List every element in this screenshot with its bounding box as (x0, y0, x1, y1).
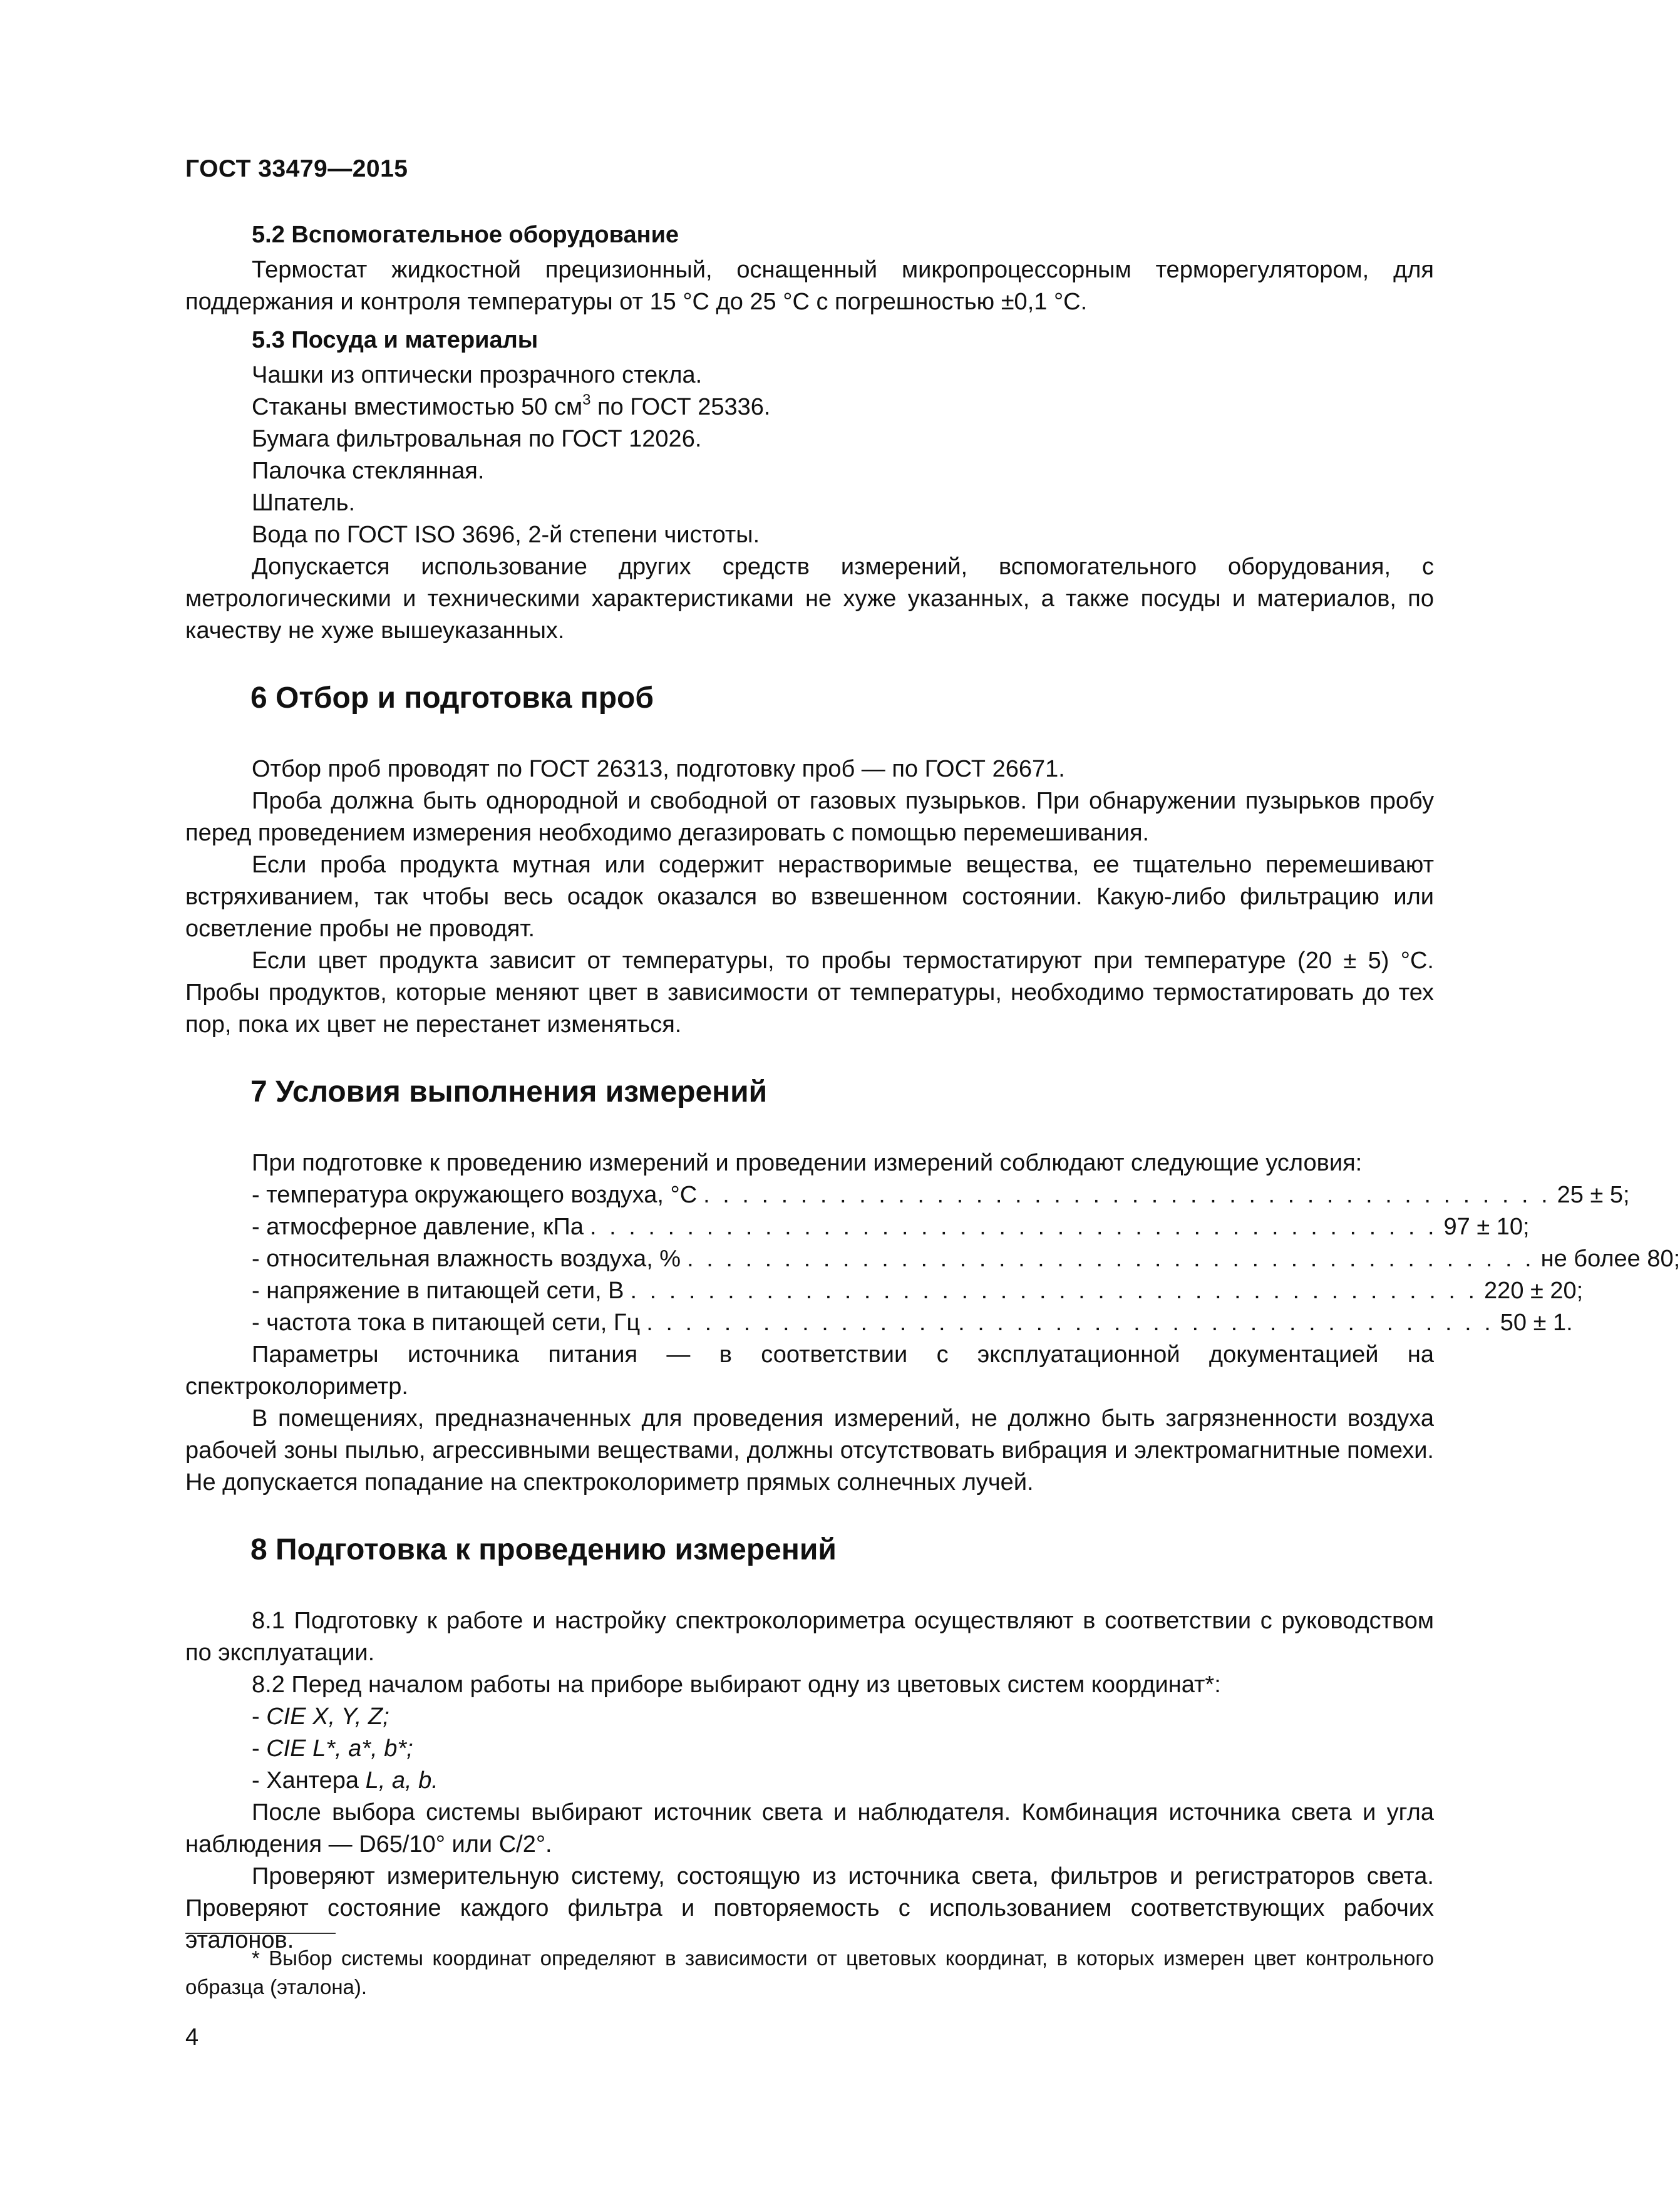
section-6-paragraph: Отбор проб проводят по ГОСТ 26313, подготовку проб — по ГОСТ 26671. (252, 756, 1065, 782)
materials-item: Шпатель. (252, 490, 356, 516)
leader-dots: . . . . . . . . . . . . . . . . . . . . . . . . . . . . . . . . . . . . . . . . . . . . (646, 1310, 1494, 1336)
leader-dots: . . . . . . . . . . . . . . . . . . . . . . . . . . . . . . . . . . . . . . . . . . . . (687, 1246, 1535, 1272)
section-6-paragraph: Проба должна быть однородной и свободной от газовых пузырьков. При обнаружении пузырьков пробу перед проведением измерения необходимо дегазировать с помощью перемешивания. (185, 788, 1434, 846)
materials-item-text: по ГОСТ 25336. (590, 394, 771, 420)
footnote-divider (185, 1933, 336, 1934)
list-dash: - (252, 1703, 267, 1730)
condition-value: не более 80; (1540, 1246, 1680, 1272)
coordinate-system-item (252, 1733, 1434, 1765)
superscript-3: 3 (582, 391, 591, 409)
section-7-heading: 7 Условия выполнения измерений (250, 1075, 768, 1109)
materials-item: Бумага фильтровальная по ГОСТ 12026. (252, 426, 702, 452)
section-7-paragraph: В помещениях, предназначенных для проведения измерений, не должно быть загрязненности воздуха рабочей зоны пылью, агрессивными веществами, должны отсутствовать вибрация и электромагнитные помехи. Не допускается попадание на спектроколориметр прямых солнечных лучей. (185, 1405, 1434, 1496)
materials-item: Вода по ГОСТ ISO 3696, 2-й степени чистоты. (252, 522, 760, 548)
section-7-paragraph: Параметры источника питания — в соответствии с эксплуатационной документацией на спектроколориметр. (185, 1341, 1434, 1400)
materials-item: Чашки из оптически прозрачного стекла. (252, 362, 703, 388)
condition-label: - напряжение в питающей сети, В (252, 1278, 624, 1304)
document-code: ГОСТ 33479—2015 (185, 155, 408, 182)
page-number: 4 (185, 2024, 199, 2050)
check-paragraph: Проверяют измерительную систему, состоящую из источника света, фильтров и регистраторов света. Проверяют состояние каждого фильтра и повторяемость с использованием соответствующих рабочих эталонов. (185, 1863, 1434, 1953)
condition-row (252, 1307, 1573, 1339)
materials-item (252, 391, 1434, 423)
subsection-5-2-text: Термостат жидкостной прецизионный, оснащенный микропроцессорным терморегулятором, для поддержания и контроля температуры от 15 °С до 25 °С с погрешностью ±0,1 °С. (185, 257, 1434, 315)
condition-value: 220 ± 20; (1484, 1278, 1584, 1304)
leader-dots: . . . . . . . . . . . . . . . . . . . . . . . . . . . . . . . . . . . . . . . . . . . . (630, 1278, 1478, 1304)
condition-row (252, 1211, 1530, 1243)
coordinate-system-prefix: Хантера (266, 1767, 366, 1794)
leader-dots: . . . . . . . . . . . . . . . . . . . . . . . . . . . . . . . . . . . . . . . . . . . . (589, 1214, 1438, 1240)
section-7-intro: При подготовке к проведению измерений и проведении измерений соблюдают следующие условия: (252, 1150, 1363, 1176)
page-content (185, 217, 1680, 1957)
coordinate-system-name: L, a, b. (365, 1767, 438, 1794)
section-8-2-paragraph: 8.2 Перед началом работы на приборе выбирают одну из цветовых систем координат*: (252, 1672, 1221, 1698)
condition-label: - частота тока в питающей сети, Гц (252, 1310, 641, 1336)
section-6-paragraph: Если проба продукта мутная или содержит нерастворимые вещества, ее тщательно перемешивают встряхиванием, так чтобы весь осадок оказался во взвешенном состоянии. Какую-либо фильтрацию или осветление пробы не проводят. (185, 852, 1434, 942)
coordinate-system-name: CIE X, Y, Z; (266, 1703, 389, 1730)
materials-item: Палочка стеклянная. (252, 458, 485, 484)
subsection-5-3-text: Допускается использование других средств измерений, вспомогательного оборудования, с метрологическими и техническими характеристиками не хуже указанных, а также посуды и материалов, по качеству не хуже вышеуказанных. (185, 554, 1434, 644)
condition-label: - атмосферное давление, кПа (252, 1214, 584, 1240)
section-8-1-paragraph: 8.1 Подготовку к работе и настройку спектроколориметра осуществляют в соответствии с руководством по эксплуатации. (185, 1608, 1434, 1666)
condition-row (252, 1243, 1680, 1275)
coordinate-system-name: CIE L*, a*, b*; (266, 1735, 413, 1762)
coordinate-system-item (252, 1765, 1434, 1797)
section-8-heading: 8 Подготовка к проведению измерений (250, 1533, 837, 1566)
condition-value: 97 ± 10; (1443, 1214, 1530, 1240)
leader-dots: . . . . . . . . . . . . . . . . . . . . . . . . . . . . . . . . . . . . . . . . . . . . (703, 1182, 1551, 1208)
condition-label: - относительная влажность воздуха, % (252, 1246, 681, 1272)
condition-value: 25 ± 5; (1557, 1182, 1630, 1208)
condition-value: 50 ± 1. (1500, 1310, 1573, 1336)
subsection-5-2-title: 5.2 Вспомогательное оборудование (252, 222, 679, 248)
condition-row (252, 1179, 1630, 1211)
condition-row (252, 1275, 1584, 1307)
list-dash: - (252, 1735, 267, 1762)
light-source-paragraph: После выбора системы выбирают источник света и наблюдателя. Комбинация источника света и угла наблюдения — D65/10° или C/2°. (185, 1799, 1434, 1858)
coordinate-system-item (252, 1701, 1434, 1733)
subsection-5-3-title: 5.3 Посуда и материалы (252, 327, 539, 353)
list-dash: - (252, 1767, 267, 1794)
section-6-paragraph: Если цвет продукта зависит от температуры, то пробы термостатируют при температуре (20 ± 5) °С. Пробы продуктов, которые меняют цвет в зависимости от температуры, необходимо термостатировать до тех пор, пока их цвет не перестанет изменяться. (185, 948, 1434, 1038)
section-6-heading: 6 Отбор и подготовка проб (250, 681, 654, 715)
condition-label: - температура окружающего воздуха, °С (252, 1182, 698, 1208)
materials-item-text: Стаканы вместимостью 50 см (252, 394, 583, 420)
footnote: * Выбор системы координат определяют в зависимости от цветовых координат, в которых измерен цвет контрольного образца (эталона). (185, 1946, 1434, 1998)
